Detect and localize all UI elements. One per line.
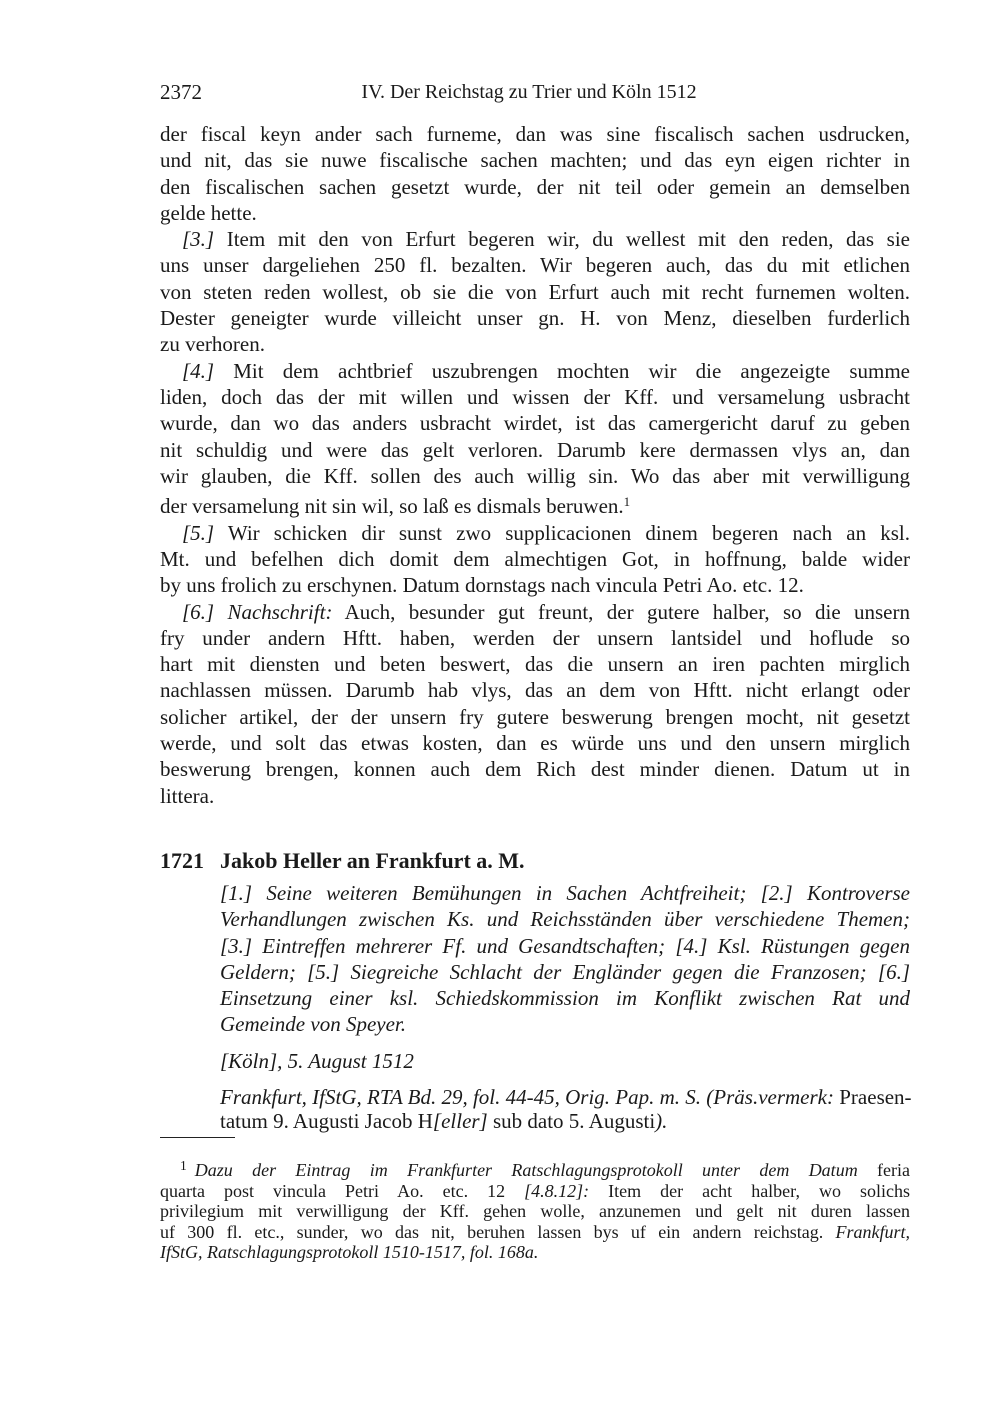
text-line (160, 437, 910, 463)
footnote-marker: 1 (623, 494, 631, 510)
text-segment: [6.] Nachschrift: (182, 599, 333, 624)
text-line (160, 121, 910, 147)
text-segment: [3.] Eintreffen mehrerer Ff. und Gesandtschaften; [4.] Ksl. Rüstungen gegen (220, 933, 910, 958)
text-segment: nachlassen müssen. Darumb hab vlys, das an dem von Hftt. nicht erlangt oder (160, 678, 910, 703)
text-segment: Frankfurt, IfStG, RTA Bd. 29, fol. 44-45, Orig. Pap. m. S. (Präs.vermerk: (220, 1085, 834, 1109)
text-segment: Dazu der Eintrag im Frankfurter Ratschlagungsprotokoll unter dem Datum (194, 1160, 858, 1181)
text-segment: nit schuldig und were das gelt verloren. Darumb kere dermassen vlys an, dan (160, 437, 910, 462)
text-segment: [1.] Seine weiteren Bemühungen in Sachen Achtfreiheit; [2.] Kontroverse (220, 881, 910, 905)
text-line (160, 651, 910, 677)
text-segment: der fiscal keyn ander sach furneme, dan was sine fiscalisch sachen usdrucken, (160, 122, 910, 146)
text-segment: beswerung brengen, konnen auch dem Rich dest minder dienen. Datum ut in (160, 757, 910, 782)
text-line (220, 985, 910, 1011)
text-line (160, 677, 910, 703)
text-line (160, 384, 910, 410)
text-segment: den fiscalischen sachen gesetzt wurde, der nit teil oder gemein an demselben (160, 174, 910, 199)
text-line (220, 906, 910, 932)
text-segment: Dester geneigter wurde villeicht unser gn. H. von Menz, dieselben furderlich (160, 306, 910, 331)
paragraph (160, 226, 910, 357)
text-segment: feria (857, 1160, 910, 1181)
text-segment: by uns frolich zu erschynen. Datum dornstags nach vincula Petri Ao. etc. 12. (160, 573, 804, 598)
text-segment: wir glauben, die Kff. sollen des auch willig sin. Wo das aber mit verwilligung (160, 463, 910, 488)
text-segment: gelde hette. (160, 200, 257, 225)
footnote-divider (160, 1137, 235, 1138)
text-line (160, 226, 910, 252)
text-segment: fry under andern Hftt. haben, werden der unsern lantsidel und hoflude so (160, 625, 910, 650)
text-line (160, 331, 910, 357)
text-segment: Mit dem achtbrief uszubrengen mochten wir die angezeigte summe (214, 358, 910, 383)
text-segment: sub dato 5. Augusti (487, 1108, 656, 1133)
text-line (160, 147, 910, 173)
text-segment: ). (655, 1108, 668, 1133)
text-line (160, 1201, 910, 1222)
text-segment: privilegium mit verwilligung der Kff. gehen wolle, anzunemen und gelt nit duren lassen (160, 1201, 910, 1222)
text-line (220, 933, 910, 959)
text-line (160, 625, 910, 651)
document-summary (220, 880, 910, 1038)
document-source (220, 1086, 910, 1133)
text-line (220, 959, 910, 985)
text-line (160, 520, 910, 546)
text-line (160, 358, 910, 384)
text-segment: Auch, besunder gut freunt, der gutere halber, so die unsern (332, 599, 910, 624)
text-segment: Item mit den von Erfurt begeren wir, du wellest mit den reden, das sie (214, 227, 910, 252)
text-segment: Mt. und befelhen dich domit dem almechtigen Got, in hoffnung, balde wider (160, 546, 910, 571)
text-line (220, 1110, 910, 1134)
document-number: 1721 (160, 848, 204, 873)
text-segment: Item der acht halber, wo solichs (589, 1180, 910, 1201)
text-line (160, 1156, 910, 1181)
text-segment: liden, doch das der mit willen und wissen der Kff. und versamelung usbracht (160, 384, 910, 409)
text-line (160, 599, 910, 625)
text-segment: hart mit diensten und beten beswert, das die unsern an iren pachten mirglich (160, 652, 910, 677)
text-line (160, 1222, 910, 1243)
text-line (220, 880, 910, 906)
text-segment: Praesen- (834, 1085, 912, 1109)
text-line (160, 1242, 910, 1263)
text-line (160, 463, 910, 489)
text-segment: und nit, das sie nuwe fiscalische sachen machten; und das eyn eigen richter in (160, 148, 910, 173)
text-line (160, 252, 910, 278)
text-segment: [eller] (432, 1108, 488, 1133)
text-segment: Wir schicken dir sunst zwo supplicacionen dinem begeren nach an ksl. (214, 520, 910, 545)
text-line (160, 200, 910, 226)
text-line (160, 279, 910, 305)
text-segment: Geldern; [5.] Siegreiche Schlacht der Engländer gegen die Franzosen; [6.] (220, 959, 910, 984)
text-segment: littera. (160, 783, 215, 808)
running-title: IV. Der Reichstag zu Trier und Köln 1512 (361, 81, 697, 103)
text-segment: Frankfurt, (835, 1221, 910, 1242)
text-segment: [4.8.12]: (524, 1180, 590, 1201)
text-line (160, 704, 910, 730)
text-line (160, 756, 910, 782)
text-segment: [5.] (182, 520, 215, 545)
paragraph (160, 599, 910, 809)
text-segment: von steten reden wollest, ob sie die von Erfurt auch mit recht furnemen wolten. (160, 279, 910, 304)
text-segment: uns unser dargeliehen 250 fl. bezalten. Wir begeren auch, das du mit etlichen (160, 253, 910, 278)
page-number: 2372 (160, 80, 202, 104)
letter-body (160, 121, 910, 809)
text-segment: Einsetzung einer ksl. Schiedskommission im Konflikt zwischen Rat und (220, 986, 910, 1011)
text-line (160, 410, 910, 436)
footnote (160, 1156, 910, 1263)
text-segment: tatum 9. Augusti Jacob H (220, 1108, 433, 1133)
text-segment: der versamelung nit sin wil, so laß es dismals beruwen. (160, 494, 624, 519)
text-line (160, 783, 910, 809)
footnote-marker: 1 (180, 1158, 187, 1173)
document-title: Jakob Heller an Frankfurt a. M. (220, 848, 525, 873)
text-line (220, 1086, 910, 1110)
text-segment: Verhandlungen zwischen Ks. und Reichsständen über verschiedene Themen; (220, 907, 910, 932)
text-line (160, 305, 910, 331)
text-segment: zu verhoren. (160, 332, 265, 357)
text-line (220, 1011, 910, 1037)
text-line (160, 1181, 910, 1202)
text-segment: uf 300 fl. etc., sunder, wo das nit, beruhen lassen bys uf ein andern reichstag. (160, 1221, 836, 1242)
text-segment: [3.] (182, 227, 215, 252)
document-date: [Köln], 5. August 1512 (220, 1049, 414, 1073)
text-segment: IfStG, Ratschlagungsprotokoll 1510-1517, fol. 168a. (160, 1242, 539, 1263)
text-segment: quarta post vincula Petri Ao. etc. 12 (160, 1180, 525, 1201)
paragraph (160, 121, 910, 226)
paragraph (160, 520, 910, 599)
text-line (160, 174, 910, 200)
text-line (160, 546, 910, 572)
text-segment: wurde, dan wo das anders usbracht wirdet, ist das camergericht daruf zu geben (160, 411, 910, 436)
text-segment: solicher artikel, der der unsern fry gutere beswerung brengen mocht, nit gesetzt (160, 704, 910, 729)
text-segment: Gemeinde von Speyer. (220, 1012, 407, 1037)
paragraph (160, 358, 910, 520)
text-segment: werde, und solt das etwas kosten, dan es würde uns und den unsern mirglich (160, 730, 910, 755)
document-heading (160, 848, 525, 874)
text-line (160, 730, 910, 756)
text-segment: [4.] (182, 358, 215, 383)
text-line (160, 572, 910, 598)
text-line (160, 489, 910, 519)
